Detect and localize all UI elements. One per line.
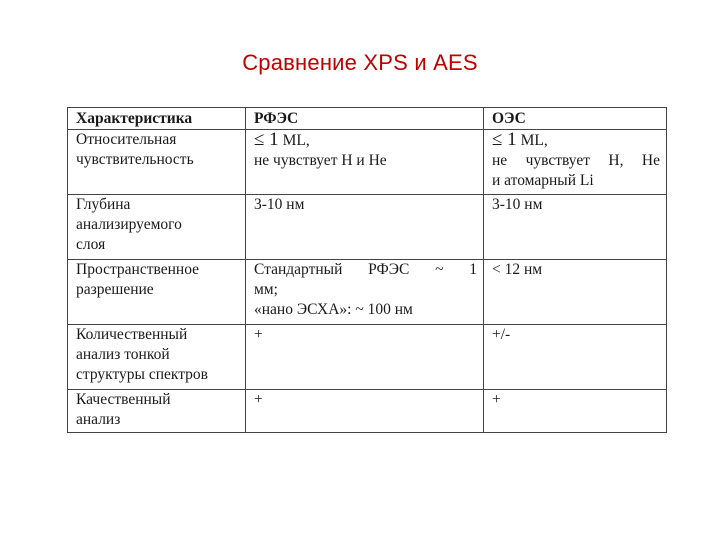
table-row	[68, 195, 667, 260]
cell-line: чувствительность	[76, 151, 194, 168]
cell-line: Стандартный РФЭС ~ 1	[254, 261, 477, 278]
aes-cell	[484, 390, 667, 433]
xps-cell	[246, 195, 484, 260]
cell-line: слоя	[76, 236, 106, 253]
cell-line: < 12 нм	[492, 261, 543, 278]
cell-line: Количественный	[76, 326, 188, 343]
cell-line: не чувствует H, He	[492, 152, 660, 169]
header-characteristic: Характеристика	[68, 108, 246, 130]
cell-line: мм;	[254, 281, 278, 298]
cell-line: ML,	[520, 132, 548, 149]
characteristic-cell	[68, 390, 246, 433]
table-row	[68, 260, 667, 325]
characteristic-cell	[68, 325, 246, 390]
characteristic-cell	[68, 130, 246, 195]
header-xps: РФЭС	[246, 108, 484, 130]
cell-line: Пространственное	[76, 261, 200, 278]
table-row	[68, 325, 667, 390]
cell-line: «нано ЭСХА»: ~ 100 нм	[254, 301, 413, 318]
cell-line: +	[254, 326, 263, 343]
aes-cell	[484, 130, 667, 195]
xps-cell	[246, 390, 484, 433]
cell-line: +	[492, 391, 501, 408]
slide-title: Сравнение XPS и AES	[242, 50, 478, 75]
cell-line: +/-	[492, 326, 511, 343]
cell-line: структуры спектров	[76, 366, 208, 383]
cell-line: 3-10 нм	[254, 196, 305, 213]
characteristic-cell	[68, 260, 246, 325]
xps-cell	[246, 260, 484, 325]
cell-line: Относительная	[76, 131, 177, 148]
xps-cell	[246, 130, 484, 195]
table-row	[68, 130, 667, 195]
less-equal-symbol: ≤ 1	[492, 129, 517, 150]
characteristic-cell	[68, 195, 246, 260]
cell-line: Глубина	[76, 196, 131, 213]
aes-cell	[484, 260, 667, 325]
table-row	[68, 390, 667, 433]
less-equal-symbol: ≤ 1	[254, 129, 279, 150]
table-header-row	[68, 108, 667, 130]
aes-cell	[484, 195, 667, 260]
cell-line: +	[254, 391, 263, 408]
cell-line: анализ	[76, 411, 121, 428]
cell-line: анализ тонкой	[76, 346, 170, 363]
header-aes: ОЭС	[484, 108, 667, 130]
cell-line: не чувствует H и He	[254, 152, 387, 169]
cell-line: анализируемого	[76, 216, 182, 233]
comparison-table	[67, 107, 667, 433]
cell-line: разрешение	[76, 281, 154, 298]
cell-line: 3-10 нм	[492, 196, 543, 213]
xps-cell	[246, 325, 484, 390]
cell-line: Качественный	[76, 391, 171, 408]
aes-cell	[484, 325, 667, 390]
cell-line: и атомарный Li	[492, 172, 594, 189]
cell-line: ML,	[282, 132, 310, 149]
